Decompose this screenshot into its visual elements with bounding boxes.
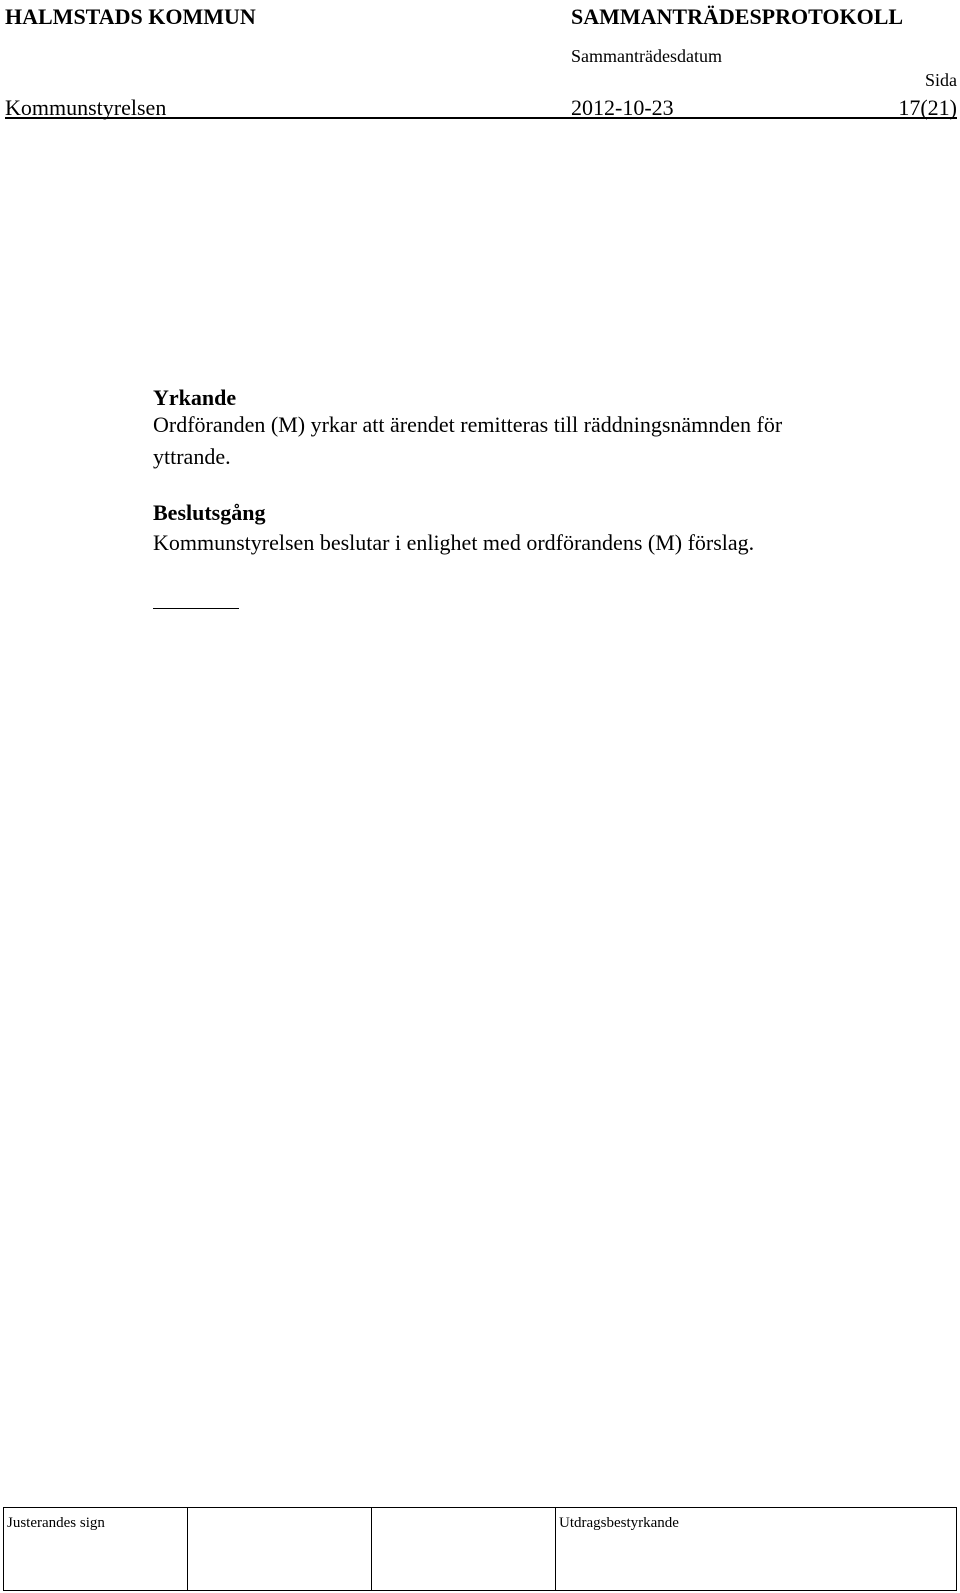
signature-table (3, 1507, 957, 1591)
page-number: 17(21) (898, 95, 957, 120)
yrkande-text-line1: Ordföranden (M) yrkar att ärendet remitteras till räddningsnämnden för (153, 412, 783, 437)
header-rule (5, 117, 957, 119)
municipality-name: HALMSTADS KOMMUN (5, 4, 256, 29)
page-label: Sida (924, 70, 957, 90)
beslutsgang-text: Kommunstyrelsen beslutar i enlighet med ordförandens (M) förslag. (153, 530, 755, 555)
yrkande-heading: Yrkande (153, 385, 237, 410)
committee-name: Kommunstyrelsen (5, 95, 167, 120)
document-type: SAMMANTRÄDESPROTOKOLL (571, 4, 904, 29)
justerandes-sign-cell: Justerandes sign (4, 1508, 188, 1591)
signature-cell-2 (188, 1508, 372, 1591)
utdragsbestyrkande-cell: Utdragsbestyrkande (556, 1508, 957, 1591)
signature-cell-3 (372, 1508, 556, 1591)
date-label: Sammanträdesdatum (571, 46, 722, 66)
yrkande-text-line2: yttrande. (153, 444, 231, 469)
section-end-rule (153, 608, 239, 609)
meeting-date: 2012-10-23 (571, 95, 674, 120)
beslutsgang-heading: Beslutsgång (153, 500, 266, 525)
